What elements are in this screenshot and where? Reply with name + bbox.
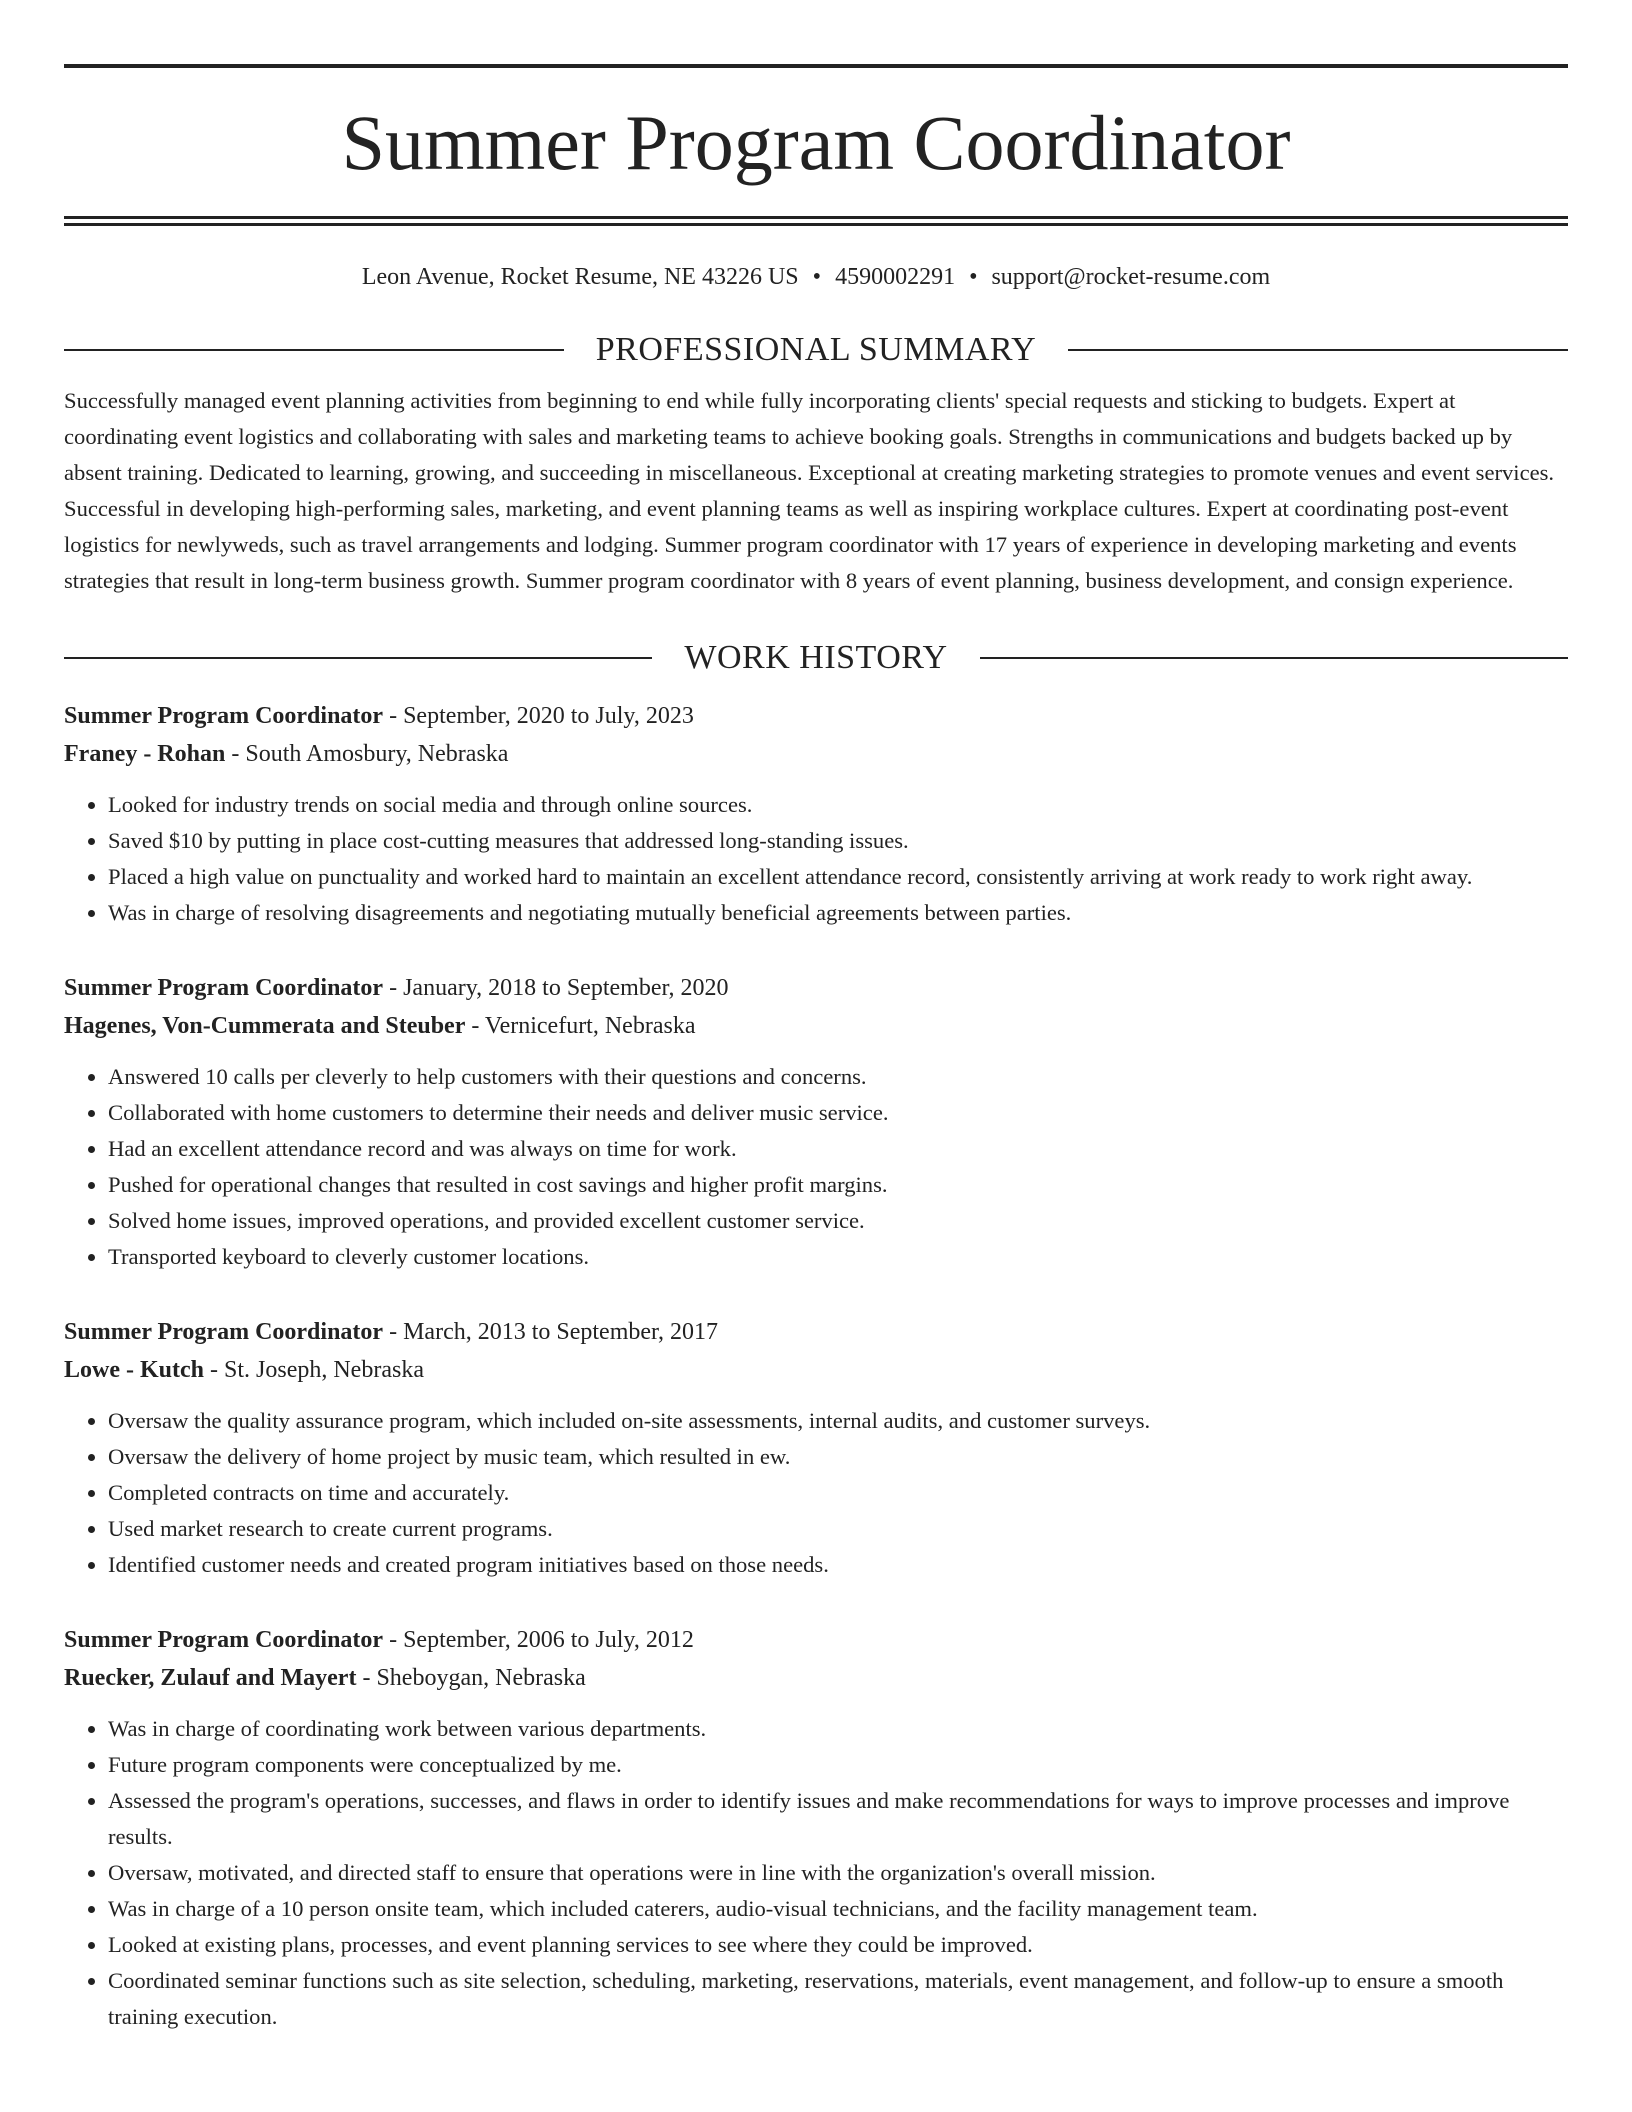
job-bullet: • Looked at existing plans, processes, and event planning services to see where they could be improved. bbox=[108, 1927, 1568, 1963]
summary-heading bbox=[64, 331, 1568, 369]
top-rule bbox=[64, 64, 1568, 68]
job-bullet: • Saved $10 by putting in place cost-cutting measures that addressed long-standing issues. bbox=[108, 823, 1568, 859]
job-title: Summer Program Coordinator bbox=[64, 1627, 384, 1653]
job-dates: September, 2020 to July, 2023 bbox=[403, 703, 694, 729]
job-entry bbox=[64, 697, 1568, 931]
job-dates-separator: - bbox=[383, 975, 404, 1001]
contact-separator: • bbox=[969, 264, 978, 290]
job-dates: March, 2013 to September, 2017 bbox=[403, 1319, 719, 1345]
job-location: Vernicefurt, Nebraska bbox=[484, 1013, 696, 1039]
job-bullet: • Looked for industry trends on social media and through online sources. bbox=[108, 787, 1568, 823]
job-company: Franey - Rohan bbox=[64, 741, 226, 767]
job-company: Ruecker, Zulauf and Mayert bbox=[64, 1665, 357, 1691]
job-company-line bbox=[64, 1007, 1568, 1045]
job-bullet: • Assessed the program's operations, successes, and flaws in order to identify issues and make recommendations for ways to improve processes and improve results. bbox=[108, 1783, 1568, 1855]
job-company: Hagenes, Von-Cummerata and Steuber bbox=[64, 1013, 466, 1039]
job-dates-separator: - bbox=[383, 703, 404, 729]
job-bullets bbox=[64, 787, 1568, 931]
job-company-line bbox=[64, 1351, 1568, 1389]
summary-heading-text: PROFESSIONAL SUMMARY bbox=[595, 331, 1037, 368]
job-bullets bbox=[64, 1711, 1568, 2035]
resume-title: Summer Program Coordinator bbox=[341, 99, 1291, 186]
contact-email: support@rocket-resume.com bbox=[991, 264, 1271, 290]
job-title: Summer Program Coordinator bbox=[64, 975, 384, 1001]
contact-line bbox=[64, 264, 1568, 291]
job-bullet: • Was in charge of resolving disagreements and negotiating mutually beneficial agreements between parties. bbox=[108, 895, 1568, 931]
double-rule bbox=[64, 216, 1568, 226]
job-bullet: • Had an excellent attendance record and was always on time for work. bbox=[108, 1131, 1568, 1167]
heading-rule-left bbox=[64, 657, 652, 659]
job-company-line bbox=[64, 1659, 1568, 1697]
job-bullet: • Future program components were conceptualized by me. bbox=[108, 1747, 1568, 1783]
job-bullet: • Was in charge of coordinating work between various departments. bbox=[108, 1711, 1568, 1747]
heading-rule-right bbox=[980, 657, 1568, 659]
job-bullet: • Coordinated seminar functions such as site selection, scheduling, marketing, reservations, materials, event management, and follow-up to ensure a smooth training execution. bbox=[108, 1963, 1568, 2035]
job-company: Lowe - Kutch bbox=[64, 1357, 204, 1383]
job-location: Sheboygan, Nebraska bbox=[376, 1665, 586, 1691]
job-bullet: • Solved home issues, improved operations, and provided excellent customer service. bbox=[108, 1203, 1568, 1239]
contact-phone: 4590002291 bbox=[835, 264, 956, 290]
job-company-line bbox=[64, 735, 1568, 773]
job-bullet: • Answered 10 calls per cleverly to help customers with their questions and concerns. bbox=[108, 1059, 1568, 1095]
job-bullet: • Placed a high value on punctuality and worked hard to maintain an excellent attendance record, consistently arriving at work ready to work right away. bbox=[108, 859, 1568, 895]
job-location: St. Joseph, Nebraska bbox=[224, 1357, 424, 1383]
job-location-separator: - bbox=[356, 1665, 377, 1691]
work-history-heading bbox=[64, 639, 1568, 677]
job-bullet: • Oversaw, motivated, and directed staff to ensure that operations were in line with the organization's overall mission. bbox=[108, 1855, 1568, 1891]
job-entry bbox=[64, 969, 1568, 1275]
job-bullet: • Pushed for operational changes that resulted in cost savings and higher profit margins. bbox=[108, 1167, 1568, 1203]
job-title-line bbox=[64, 969, 1568, 1007]
heading-rule-left bbox=[64, 349, 564, 351]
job-bullet: • Completed contracts on time and accurately. bbox=[108, 1475, 1568, 1511]
job-bullet: • Collaborated with home customers to determine their needs and deliver music service. bbox=[108, 1095, 1568, 1131]
job-bullet: • Transported keyboard to cleverly customer locations. bbox=[108, 1239, 1568, 1275]
job-dates-separator: - bbox=[383, 1319, 404, 1345]
job-location: South Amosbury, Nebraska bbox=[245, 741, 509, 767]
job-dates-separator: - bbox=[383, 1627, 404, 1653]
job-location-separator: - bbox=[225, 741, 246, 767]
job-bullet: • Identified customer needs and created program initiatives based on those needs. bbox=[108, 1547, 1568, 1583]
resume-page bbox=[64, 64, 1568, 2035]
job-location-separator: - bbox=[204, 1357, 224, 1383]
job-bullet: • Used market research to create current programs. bbox=[108, 1511, 1568, 1547]
job-title: Summer Program Coordinator bbox=[64, 703, 384, 729]
job-location-separator: - bbox=[465, 1013, 485, 1039]
contact-address: Leon Avenue, Rocket Resume, NE 43226 US bbox=[361, 264, 799, 290]
job-entry bbox=[64, 1621, 1568, 2035]
contact-separator: • bbox=[812, 264, 822, 290]
job-bullet: • Oversaw the quality assurance program, which included on-site assessments, internal audits, and customer surveys. bbox=[108, 1403, 1568, 1439]
job-dates: September, 2006 to July, 2012 bbox=[403, 1627, 694, 1653]
job-dates: January, 2018 to September, 2020 bbox=[403, 975, 729, 1001]
summary-text: Successfully managed event planning activities from beginning to end while fully incorporating clients' special requests and sticking to budgets. Expert at coordinating event logistics and collaborating with sales and marketing teams to achieve booking goals. Strengths in communications and budgets backed up by absent training. Dedicated to learning, growing, and succeeding in miscellaneous. Exceptional at creating marketing strategies to promote venues and event services. Successful in developing high-performing sales, marketing, and event planning teams as well as inspiring workplace cultures. Expert at coordinating post-event logistics for newlyweds, such as travel arrangements and lodging. Summer program coordinator with 17 years of experience in developing marketing and events strategies that result in long-term business growth. Summer program coordinator with 8 years of event planning, business development, and consign experience. bbox=[64, 388, 1555, 593]
work-history-heading-text: WORK HISTORY bbox=[684, 639, 948, 676]
job-bullets bbox=[64, 1403, 1568, 1583]
job-title: Summer Program Coordinator bbox=[64, 1319, 384, 1345]
job-entry bbox=[64, 1313, 1568, 1583]
job-title-line bbox=[64, 1313, 1568, 1351]
heading-rule-right bbox=[1068, 349, 1568, 351]
job-bullet: • Was in charge of a 10 person onsite team, which included caterers, audio-visual technicians, and the facility management team. bbox=[108, 1891, 1568, 1927]
work-history-list bbox=[64, 697, 1568, 2035]
job-title-line bbox=[64, 1621, 1568, 1659]
job-bullets bbox=[64, 1059, 1568, 1275]
job-title-line bbox=[64, 697, 1568, 735]
job-bullet: • Oversaw the delivery of home project by music team, which resulted in ew. bbox=[108, 1439, 1568, 1475]
